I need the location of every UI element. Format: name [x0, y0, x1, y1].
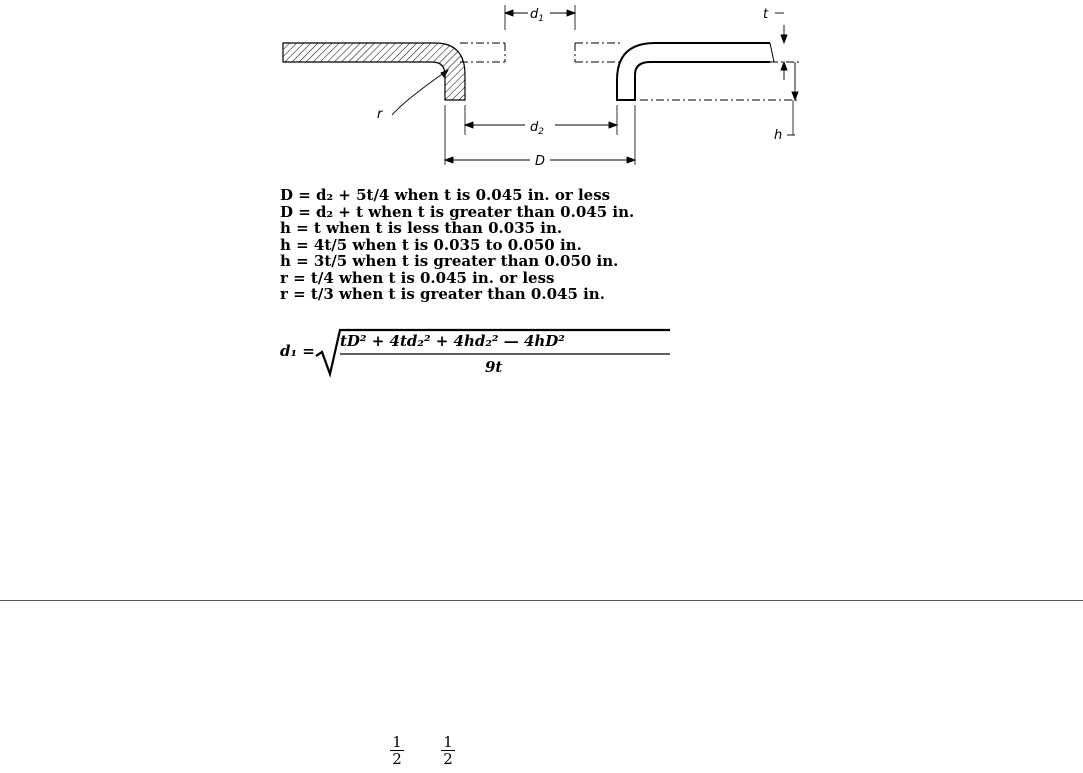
d1-formula-lhs: d₁ =	[280, 342, 315, 360]
r-leader	[392, 70, 448, 115]
formula-list	[280, 187, 634, 303]
fraction-numerator: 1	[390, 735, 404, 751]
formula-line: h = 3t/5 when t is greater than 0.050 in.	[280, 252, 619, 270]
d1-formula-denominator: 9t	[485, 358, 503, 376]
right-plate-section	[617, 43, 774, 100]
t-label: t	[763, 7, 769, 22]
h-dimension	[787, 62, 798, 135]
fraction-denominator: 2	[443, 750, 453, 768]
formula-line: D = d₂ + t when t is greater than 0.045 in.	[280, 202, 635, 221]
formula-line: h = 4t/5 when t is 0.035 to 0.050 in.	[280, 235, 582, 254]
t-dimension	[775, 13, 787, 80]
fraction-numerator: 1	[441, 735, 455, 751]
phantom-lines	[460, 43, 800, 100]
formula-line: D = d₂ + 5t/4 when t is 0.045 in. or less	[280, 186, 611, 204]
extension-lines	[445, 5, 793, 165]
d1-label: $d_1$	[530, 7, 544, 24]
formula-line: h = t when t is less than 0.035 in.	[280, 219, 563, 237]
formula-line: r = t/3 when t is greater than 0.045 in.	[280, 285, 605, 303]
D-label: D	[535, 154, 546, 169]
formula-line: r = t/4 when t is 0.045 in. or less	[280, 268, 555, 287]
page-divider	[0, 600, 1083, 601]
left-plate-section	[283, 43, 465, 100]
h-label: h	[774, 128, 783, 143]
r-label: r	[377, 107, 383, 122]
d2-label: $d_2$	[530, 120, 544, 137]
d1-formula-numerator: tD² + 4td₂² + 4hd₂² — 4hD²	[340, 332, 565, 350]
fraction-one-half	[441, 735, 455, 767]
fraction-denominator: 2	[392, 750, 402, 768]
fraction-one-half	[390, 735, 404, 767]
